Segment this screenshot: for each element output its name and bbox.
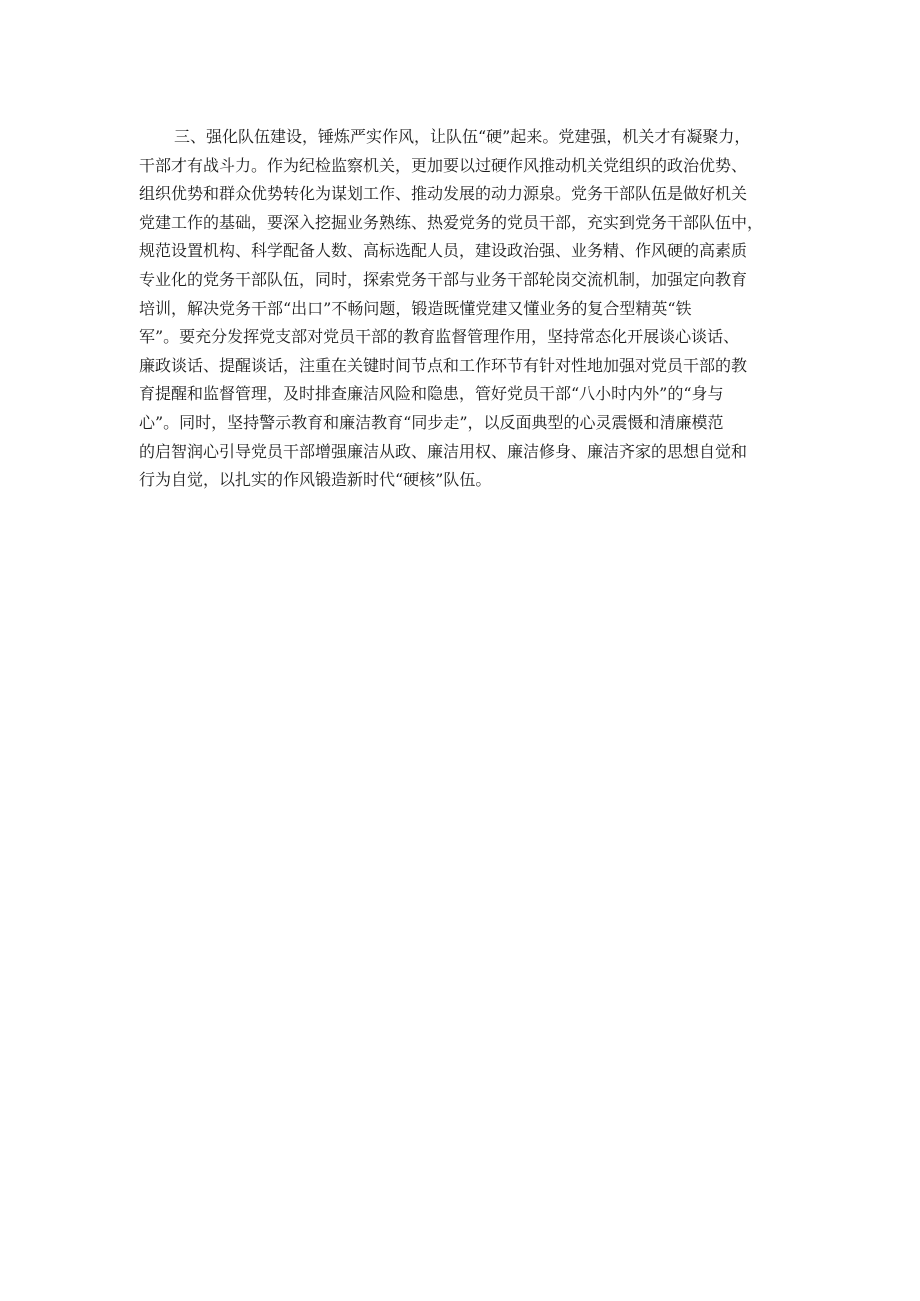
paragraph-line: 组织优势和群众优势转化为谋划工作、推动发展的动力源泉。党务干部队伍是做好机关 <box>139 184 748 204</box>
paragraph-line: 军”。要充分发挥党支部对党员干部的教育监督管理作用，坚持常态化开展谈心谈话、 <box>139 327 740 347</box>
body-paragraph <box>139 123 819 495</box>
paragraph-line: 育提醒和监督管理，及时排查廉洁风险和隐患，管好党员干部“八小时内外”的“身与 <box>139 384 724 404</box>
paragraph-line: 心”。同时，坚持警示教育和廉洁教育“同步走”，以反面典型的心灵震慑和清廉模范 <box>139 412 724 432</box>
paragraph-line: 廉政谈话、提醒谈话，注重在关键时间节点和工作环节有针对性地加强对党员干部的教 <box>139 355 748 375</box>
paragraph-line: 的启智润心引导党员干部增强廉洁从政、廉洁用权、廉洁修身、廉洁齐家的思想自觉和 <box>139 441 748 461</box>
paragraph-line: 干部才有战斗力。作为纪检监察机关，更加要以过硬作风推动机关党组织的政治优势、 <box>139 155 748 175</box>
paragraph-line: 培训，解决党务干部“出口”不畅问题，锻造既懂党建又懂业务的复合型精英“铁 <box>139 298 692 318</box>
paragraph-line: 行为自觉，以扎实的作风锻造新时代“硬核”队伍。 <box>139 470 492 490</box>
paragraph-line: 三、强化队伍建设，锤炼严实作风，让队伍“硬”起来。党建强，机关才有凝聚力， <box>174 127 751 146</box>
paragraph-line: 专业化的党务干部队伍，同时，探索党务干部与业务干部轮岗交流机制，加强定向教育 <box>139 269 748 289</box>
paragraph-line: 党建工作的基础，要深入挖掘业务熟练、热爱党务的党员干部，充实到党务干部队伍中， <box>139 212 764 232</box>
paragraph-line: 规范设置机构、科学配备人数、高标选配人员，建设政治强、业务精、作风硬的高素质 <box>139 241 748 261</box>
